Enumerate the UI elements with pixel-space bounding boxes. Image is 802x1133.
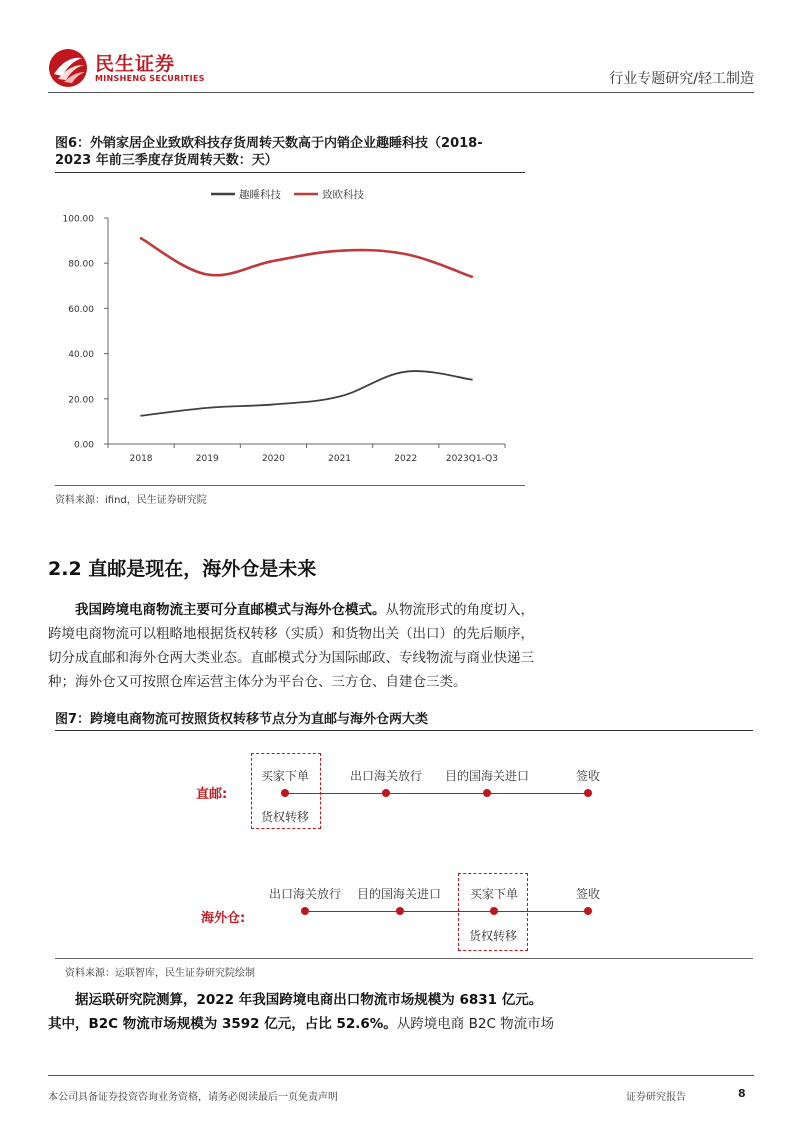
overseas-warehouse-step-4: 签收 <box>576 887 601 901</box>
direct-mail-step-4: 签收 <box>576 769 601 783</box>
x-tick-label: 2021 <box>328 454 352 464</box>
footer-divider <box>48 1075 754 1076</box>
section-paragraph-1 <box>48 598 534 694</box>
figure6-source-rule <box>55 485 525 486</box>
direct-mail-step-3: 目的国海关进口 <box>445 769 530 783</box>
x-tick-label: 2022 <box>394 454 418 464</box>
paragraph2-line2-rest: 从跨境电商 B2C 物流市场 <box>396 1016 555 1032</box>
figure7-source: 资料来源：运联智库，民生证券研究院绘制 <box>65 968 255 979</box>
figure6-line-chart <box>48 178 528 478</box>
y-tick-label: 40.00 <box>68 350 94 361</box>
figure7-source-rule <box>55 958 753 959</box>
x-tick-label: 2020 <box>261 454 285 464</box>
header-divider <box>48 92 754 93</box>
paragraph1-line3: 切分成直邮和海外仓两大类业态。直邮模式分为国际邮政、专线物流与商业快递三 <box>48 650 534 666</box>
paragraph1-line1-rest: 从物流形式的角度切入， <box>385 602 534 618</box>
direct-mail-step-2: 出口海关放行 <box>350 769 423 783</box>
page-number: 8 <box>738 1087 746 1100</box>
y-tick-label: 0.00 <box>73 440 94 451</box>
overseas-warehouse-transfer-label: 货权转移 <box>469 929 518 943</box>
overseas-warehouse-step-3: 买家下单 <box>470 887 519 901</box>
direct-mail-node-3 <box>483 789 491 797</box>
overseas-warehouse-node-3 <box>490 907 498 915</box>
report-category: 行业专题研究/轻工制造 <box>609 71 754 87</box>
overseas-warehouse-step-1: 出口海关放行 <box>269 887 342 901</box>
y-tick-label: 80.00 <box>68 259 94 270</box>
direct-mail-transfer-label: 货权转移 <box>261 810 310 824</box>
paragraph2-bold-line1: 据运联研究院测算，2022 年我国跨境电商出口物流市场规模为 6831 亿元。 <box>75 992 543 1008</box>
figure6-source: 资料来源：ifind，民生证券研究院 <box>55 495 207 506</box>
direct-mail-node-4 <box>584 789 592 797</box>
section-paragraph-2 <box>48 988 748 1036</box>
x-tick-label: 2019 <box>195 454 219 464</box>
overseas-warehouse-node-2 <box>396 907 404 915</box>
figure6-title-rule <box>55 172 525 173</box>
figure6-title-line2: 2023 年前三季度存货周转天数：天） <box>55 153 278 168</box>
y-tick-label: 100.00 <box>62 214 94 225</box>
brand-name-cn: 民生证券 <box>95 53 176 75</box>
paragraph1-bold: 我国跨境电商物流主要可分直邮模式与海外仓模式。 <box>75 602 386 618</box>
direct-mail-flow-line <box>285 793 589 794</box>
overseas-warehouse-node-4 <box>584 907 592 915</box>
brand-logo-icon <box>48 48 88 88</box>
footer-report-type: 证券研究报告 <box>626 1092 686 1103</box>
figure7-title-rule <box>55 730 753 731</box>
overseas-warehouse-label: 海外仓: <box>201 911 246 926</box>
paragraph1-line2: 跨境电商物流可以粗略地根据货权转移（实质）和货物出关（出口）的先后顺序， <box>48 626 534 642</box>
y-tick-label: 60.00 <box>68 304 94 315</box>
series-line-2 <box>141 238 472 276</box>
footer-disclaimer: 本公司具备证券投资咨询业务资格，请务必阅读最后一页免责声明 <box>48 1092 338 1103</box>
figure7-title: 图7：跨境电商物流可按照货权转移节点分为直邮与海外仓两大类 <box>55 712 429 727</box>
brand-logo <box>48 46 208 90</box>
overseas-warehouse-flow-line <box>305 911 589 912</box>
brand-name-en: MINSHENG SECURITIES <box>95 74 205 83</box>
legend-label-1: 趣睡科技 <box>239 189 281 201</box>
direct-mail-step-1: 买家下单 <box>261 769 310 783</box>
legend-label-2: 致欧科技 <box>322 189 364 201</box>
section-heading: 2.2 直邮是现在，海外仓是未来 <box>48 558 317 580</box>
x-tick-label: 2023Q1-Q3 <box>445 454 498 464</box>
overseas-warehouse-node-1 <box>301 907 309 915</box>
direct-mail-node-1 <box>281 789 289 797</box>
direct-mail-node-2 <box>382 789 390 797</box>
y-tick-label: 20.00 <box>68 395 94 406</box>
overseas-warehouse-step-2: 目的国海关进口 <box>357 887 442 901</box>
paragraph2-bold-line2: 其中，B2C 物流市场规模为 3592 亿元，占比 52.6%。 <box>48 1016 397 1032</box>
figure6-title <box>55 135 483 169</box>
figure6-title-line1: 图6：外销家居企业致欧科技存货周转天数高于内销企业趣睡科技（2018- <box>55 136 483 151</box>
direct-mail-label: 直邮: <box>196 787 228 802</box>
series-line-1 <box>141 371 472 416</box>
paragraph1-line4: 种；海外仓又可按照仓库运营主体分为平台仓、三方仓、自建仓三类。 <box>48 674 467 690</box>
x-tick-label: 2018 <box>129 454 153 464</box>
